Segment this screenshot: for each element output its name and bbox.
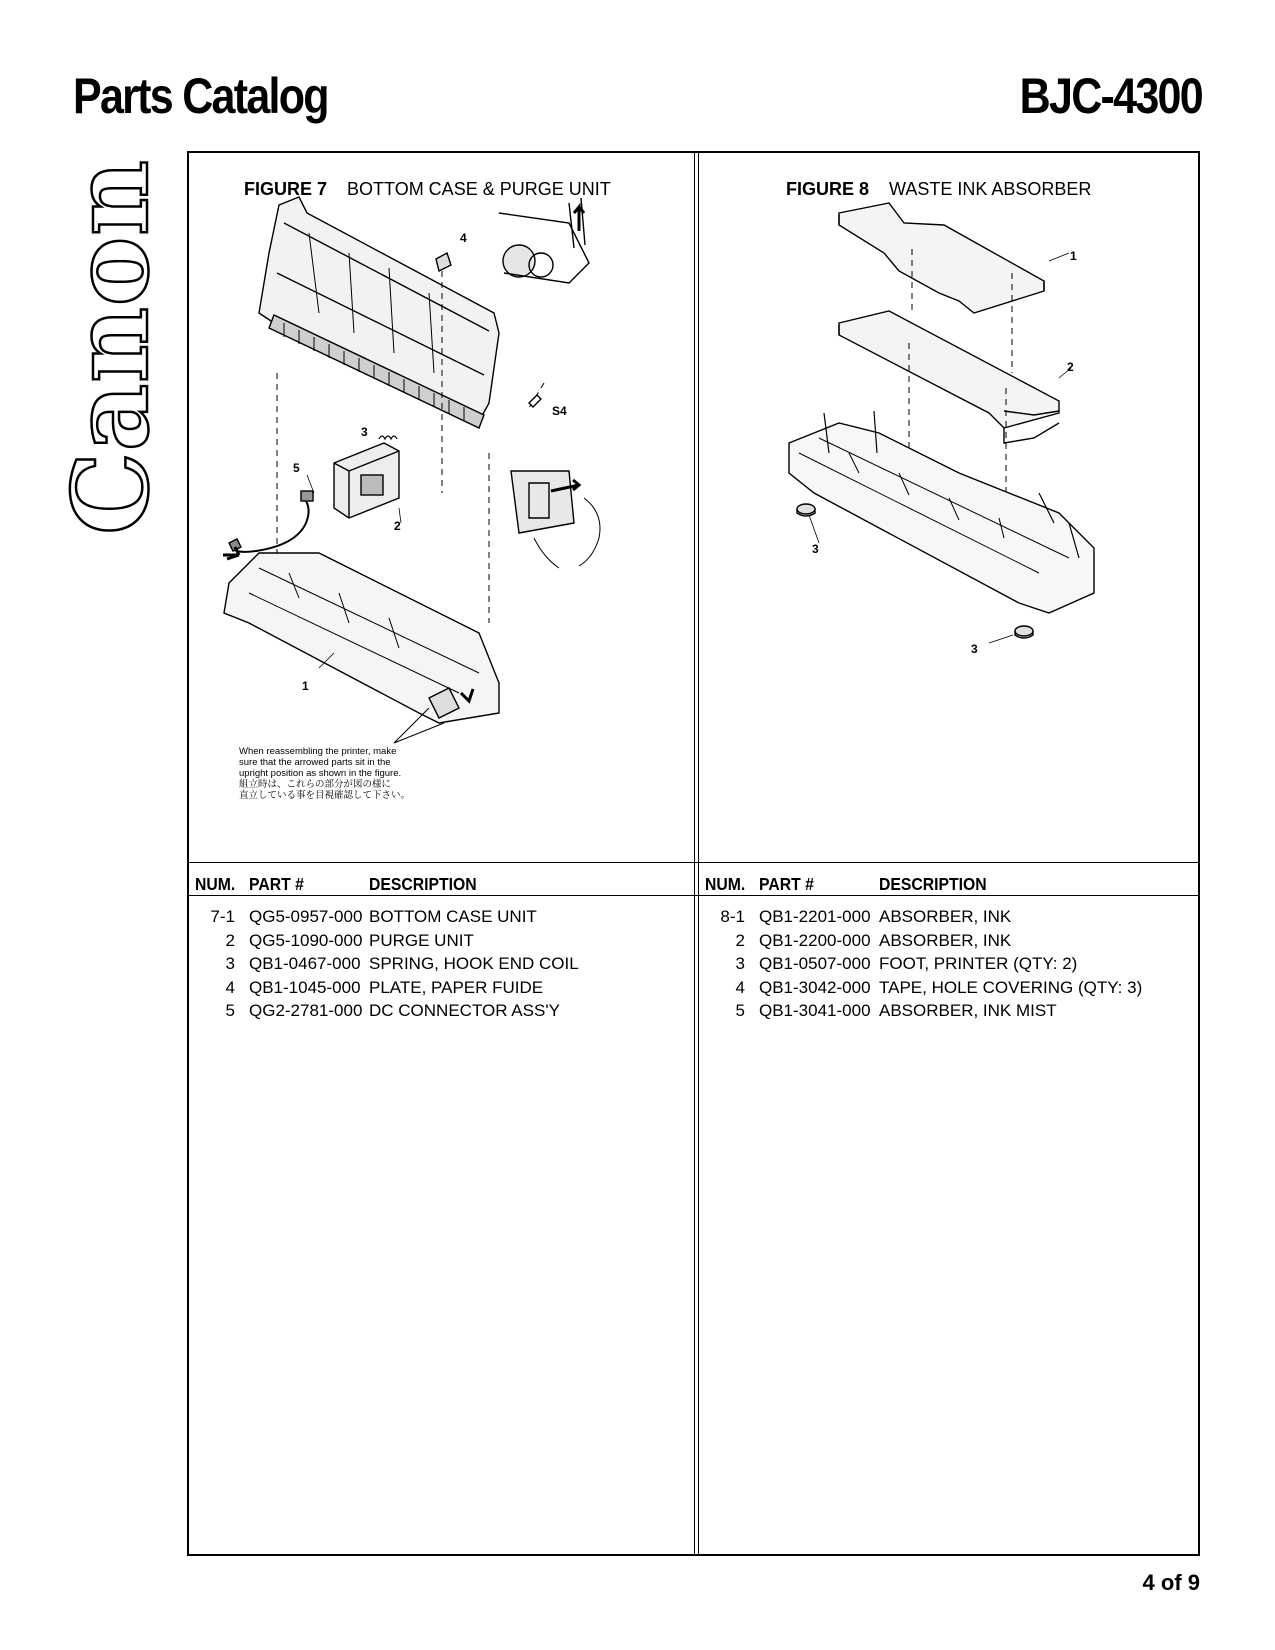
- figure-7-label: FIGURE 7: [244, 179, 328, 199]
- table-row: 2 QB1-2200-000 ABSORBER, INK: [735, 930, 1012, 950]
- table-row: 3 QB1-0467-000 SPRING, HOOK END COIL: [225, 954, 579, 973]
- figure-8-title: WASTE INK ABSORBER: [889, 179, 1092, 199]
- header-part: PART #: [759, 874, 814, 894]
- table-row: 5 QG2-2781-000 DC CONNECTOR ASS'Y: [225, 1001, 560, 1020]
- table-row: 7-1 QG5-0957-000 BOTTOM CASE UNIT: [210, 907, 537, 926]
- header-num: NUM.: [705, 874, 746, 894]
- callout-3: 3: [361, 425, 368, 439]
- callout-1: 1: [302, 679, 309, 693]
- table-header: [189, 866, 694, 899]
- figure-table-divider: [189, 862, 1198, 863]
- header-num: NUM.: [195, 874, 236, 894]
- table-row: 8-1 QB1-2201-000 ABSORBER, INK: [720, 907, 1012, 926]
- callout-4: 4: [460, 231, 467, 245]
- table-row: 4 QB1-3042-000 TAPE, HOLE COVERING (QTY: 3): [735, 977, 1143, 997]
- figure-8-label: FIGURE 8: [786, 179, 870, 199]
- catalog-title: Parts Catalog: [73, 68, 328, 124]
- reassembly-note: When reassembling the printer, make sure that the arrowed parts sit in the upright position as shown in the figure. 組立時は、これらの部分が図の様に 直立している事を目視確認して下さい。: [239, 746, 411, 801]
- callout-2: 2: [394, 519, 401, 533]
- figure-7-panel: [189, 153, 694, 862]
- figure-7-parts-table: [189, 866, 694, 1025]
- figure-7-title: BOTTOM CASE & PURGE UNIT: [347, 179, 611, 199]
- canon-logo: [49, 135, 173, 560]
- fig8-callout-1: 1: [1070, 249, 1077, 263]
- table-row: 5 QB1-3041-000 ABSORBER, INK MIST: [735, 1001, 1057, 1020]
- figure-8-drawing: [699, 153, 1198, 862]
- canon-logo-text: Canon: [49, 159, 173, 535]
- fig8-callout-2: 2: [1067, 360, 1074, 374]
- header-description: DESCRIPTION: [369, 874, 477, 894]
- header-part: PART #: [249, 874, 304, 894]
- fig8-callout-3a: 3: [812, 542, 819, 556]
- figure-8-parts-table: [699, 866, 1198, 1025]
- model-name: BJC-4300: [1019, 68, 1202, 124]
- table-row: 4 QB1-1045-000 PLATE, PAPER FUIDE: [225, 977, 544, 997]
- figure-8-panel: [699, 153, 1198, 862]
- callout-5: 5: [293, 461, 300, 475]
- callout-s4: S4: [552, 404, 567, 418]
- catalog-frame: [187, 151, 1200, 1556]
- fig8-callout-3b: 3: [971, 642, 978, 656]
- table-header: [699, 866, 1198, 899]
- header-description: DESCRIPTION: [879, 874, 987, 894]
- page-number: 4 of 9: [1142, 1570, 1200, 1595]
- table-row: 2 QG5-1090-000 PURGE UNIT: [225, 930, 474, 950]
- table-row: 3 QB1-0507-000 FOOT, PRINTER (QTY: 2): [735, 954, 1078, 973]
